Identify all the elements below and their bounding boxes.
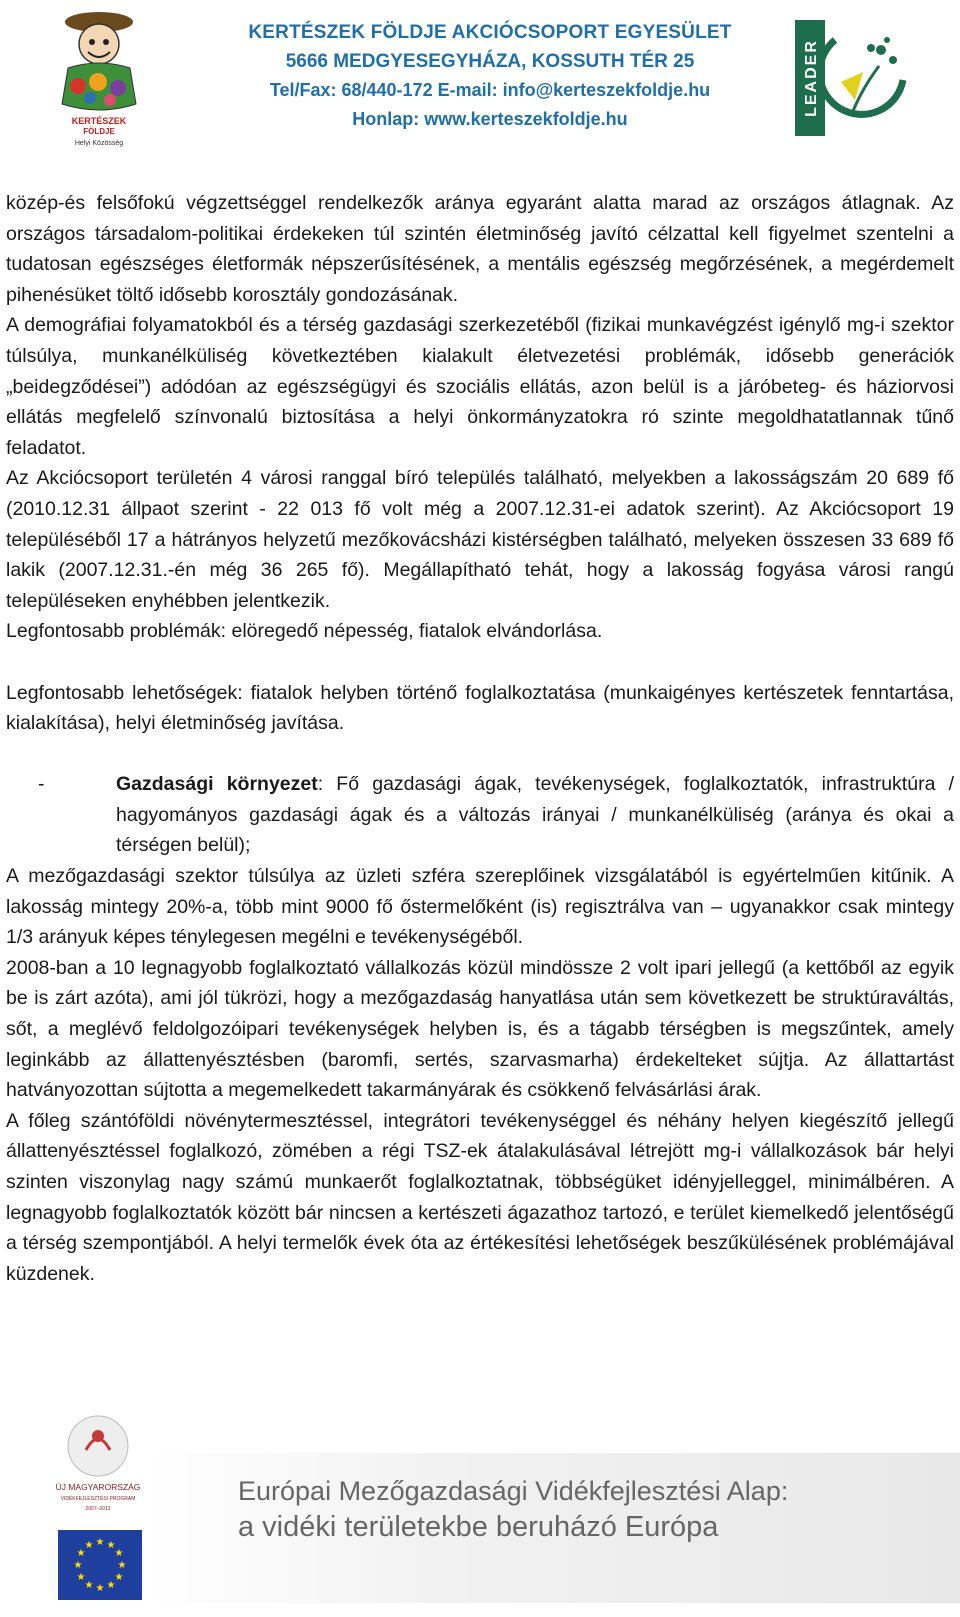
spacer (6, 739, 954, 770)
organization-contact: Tel/Fax: 68/440-172 E-mail: info@kerteszekfoldje.hu (269, 80, 711, 100)
svg-text:★: ★ (106, 1580, 116, 1591)
paragraph-employers-2008: 2008-ban a 10 legnagyobb foglalkoztató vállalkozás közül mindössze 2 volt ipari jellegű (a kettőből az egyik be is zárt azóta), ami jól tükrözi, hogy a mezőgazdaság hanyatlása után sem következett be struktúraváltás, sőt, a meglévő feldolgozóipari tevékenységek helyben is, és a tágabb térségben is megszűntek, amely leginkább az állattenyésztésben (baromfi, sertés, szarvasmarha) érdekelteket sújtja. Az állattartást hatványozottan sújtotta a megemelkedett takarmányárak és csökkenő felvásárlási árak. (6, 956, 954, 1102)
svg-text:★: ★ (114, 1548, 124, 1559)
eu-flag (58, 1530, 142, 1600)
logo-text-1: KERTÉSZEK (71, 116, 127, 126)
fund-caption (238, 1473, 788, 1545)
spacer (6, 647, 954, 678)
bullet-economic-environment (6, 769, 954, 861)
uj-magyarorszag-logo (50, 1410, 146, 1520)
bullet-title: Gazdasági környezet (116, 773, 318, 796)
bullet-text: : Fő gazdasági ágak, tevékenységek, foglalkoztatók, infrastruktúra / hagyományos gazdasági ágak és a változás irányai / munkanélküliség (aránya és okai a térségen belül); (116, 773, 954, 857)
organization-website: Honlap: www.kerteszekfoldje.hu (352, 109, 628, 129)
svg-text:★: ★ (106, 1540, 116, 1551)
paragraph-enterprises: A főleg szántóföldi növénytermesztéssel, integrátori tevékenységgel és néhány helyen kiegészítő jellegű állattenyésztéssel foglalkozó, zömében a régi TSZ-ek átalakulásával létrejött mg-i vállalkozások bár helyi szinten viszonylag nagy számú munkaerőt foglalkoztatnak, többségüket idényjelleggel, minimálbéren. A legnagyobb foglalkoztatók között bár nincsen a kertészeti ágazathoz tartozó, e terület kiemelkedő jelentőségű a térség szempontjából. A helyi termelők évek óta az értékesítési lehetőségek beszűkülésének problémájával küzdenek. (6, 1109, 954, 1285)
logo-text-2: FÖLDJE (83, 127, 115, 136)
paragraph-problems: Legfontosabb problémák: elöregedő népesség, fiatalok elvándorlása. (6, 620, 603, 643)
svg-text:★: ★ (84, 1580, 94, 1591)
svg-text:★: ★ (114, 1572, 124, 1583)
program-years: 2007–2013 (85, 1506, 111, 1512)
paragraph-population: Az Akciócsoport területén 4 városi ranggal bíró település található, melyekben a lakosságszám 20 689 fő (2010.12.31 állpaot szerint - 22 013 fő volt még a 2007.12.31-ei adatok szerint). Az Akciócsoport 19 településéből 17 a hátrányos helyzetű mezőkovácsházi kistérségben található, melyeken összesen 33 689 fő lakik (2007.12.31.-én még 36 265 fő). Megállapítható tehát, hogy a lakosság fogyása városi rangú településeken enyhébben jelentkezik. (6, 467, 954, 612)
paragraph-agriculture: A mezőgazdasági szektor túlsúlya az üzleti szféra szereplőinek vizsgálatából is egyértelműen kitűnik. A lakosság mintegy 20%-a, több mint 9000 fő őstermelőként (is) regisztrálva van – ugyanakkor csak mintegy 1/3 arányuk képes ténylegesen megélni e tevékenységéből. (6, 865, 954, 949)
svg-text:★: ★ (76, 1548, 86, 1559)
fund-line-1: Európai Mezőgazdasági Vidékfejlesztési Alap: (238, 1476, 789, 1506)
bullet-dash: - (38, 773, 45, 796)
leader-label: LEADER (803, 39, 820, 117)
fund-line-2: a vidéki területekbe beruházó Európa (238, 1511, 719, 1543)
program-text-1: ÚJ MAGYARORSZÁG (55, 1482, 141, 1492)
organization-info (210, 18, 770, 134)
kerteszek-foldje-logo (48, 8, 150, 150)
organization-address: 5666 MEDGYESEGYHÁZA, KOSSUTH TÉR 25 (285, 51, 695, 72)
svg-text:★: ★ (73, 1560, 83, 1571)
paragraph-demography: A demográfiai folyamatokból és a térség gazdasági szerkezetéből (fizikai munkavégzést igénylő mg-i szektor túlsúlya, munkanélküliség következtében kialakult életvezetési problémák, idősebb generációk „beidegződései”) adódóan az egészségügyi és szociális ellátás, azon belül is a járóbeteg- és háziorvosi ellátás megfelelő színvonalú biztosítása a helyi önkormányzatokra ró szinte megoldhatatlannak tűnő feladatot. (6, 314, 954, 459)
document-body (6, 188, 954, 1289)
svg-text:★: ★ (117, 1560, 127, 1571)
footer (0, 1405, 960, 1617)
paragraph-opportunities: Legfontosabb lehetőségek: fiatalok helyben történő foglalkoztatása (munkaigényes kertészetek fenntartása, kialakítása), helyi életminőség javítása. (6, 681, 954, 735)
logo-text-3: Helyi Közösség (74, 140, 124, 147)
svg-text:★: ★ (76, 1572, 86, 1583)
svg-text:★: ★ (84, 1540, 94, 1551)
leader-logo (795, 20, 907, 136)
svg-text:★: ★ (95, 1537, 105, 1548)
letterhead (0, 0, 960, 160)
paragraph-health: közép-és felsőfokú végzettséggel rendelkezők aránya egyaránt alatta marad az országos átlagnak. Az országos társadalom-politikai érdekeken túl szintén életminőség javító célzattal kell figyelmet szentelni a tudatosan egészséges életformák népszerűsítésének, a mentális egészség megőrzésének, a megérdemelt pihenésüket töltő idősebb korosztály gondozásának. (6, 192, 954, 306)
organization-name: KERTÉSZEK FÖLDJE AKCIÓCSOPORT EGYESÜLET (248, 22, 732, 43)
svg-text:★: ★ (95, 1583, 105, 1594)
program-text-2: VIDÉKFEJLESZTÉSI PROGRAM (60, 1496, 136, 1502)
